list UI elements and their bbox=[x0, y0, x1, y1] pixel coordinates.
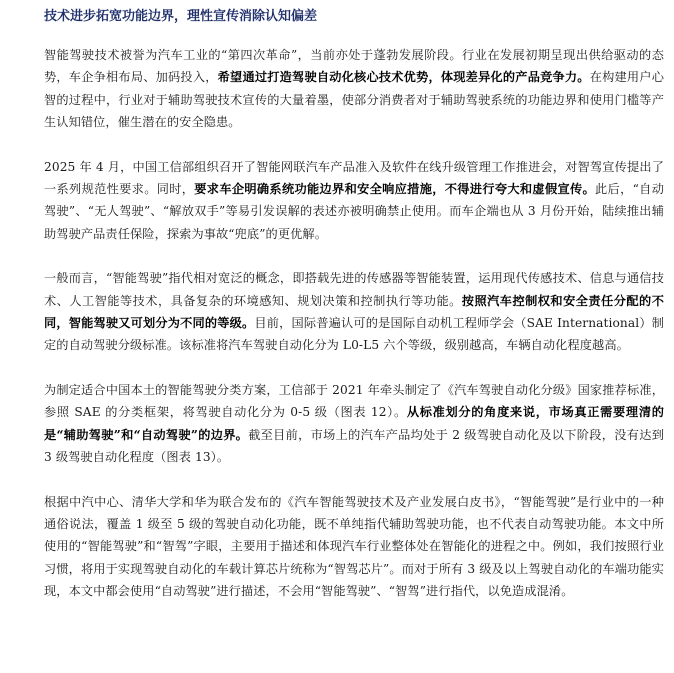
paragraph-1-run-3: 在构建用户心智的过程中，行业对于辅助驾驶技术宣传的大量着墨，使部分消费者对于辅助驾驶系统的功能边界和使用门槛等产生认知错位，催生潜在的安全隐患。 bbox=[44, 70, 665, 130]
paragraph-1 bbox=[44, 44, 664, 134]
paragraph-2 bbox=[44, 156, 664, 246]
paragraph-3-run-1: 一般而言，“智能驾驶”指代相对宽泛的概念，即搭载先进的传感器等智能装置，运用现代传感技术、信息与通信技术、人工智能等技术，具备复杂的环境感知、规划决策和控制执行等功能。 bbox=[44, 271, 664, 308]
paragraph-2-run-2: 要求车企明确系统功能边界和安全响应措施，不得进行夸大和虚假宣传。 bbox=[194, 182, 596, 197]
paragraph-5-run-1: 根据中汽中心、清华大学和华为联合发布的《汽车智能驾驶技术及产业发展白皮书》，“智能驾驶”是行业中的一种通俗说法，覆盖 1 级至 5 级的驾驶自动化功能，既不单纯指代辅助驾驶功能，也不代表自动驾驶功能。本文中所使用的“智能驾驶”和“智驾”字眼，主要用于描述和体现汽车行业整体处在智能化的进程之中。例如，我们按照行业习惯，将用于实现驾驶自动化的车载计算芯片统称为“智驾芯片”。而对于所有 3 级及以上驾驶自动化的车端功能实现，本文中都会使用“自动驾驶”进行描述，不会用“智能驾驶”、“智驾”进行指代，以免造成混淆。 bbox=[44, 494, 664, 599]
paragraph-1-run-2: 希望通过打造驾驶自动化核心技术优势，体现差异化的产品竞争力。 bbox=[217, 70, 590, 85]
paragraph-3-run-3: 目前，国际普遍认可的是国际自动机工程师学会（SAE International）制定的自动驾驶分级标准。该标准将汽车驾驶自动化分为 L0-L5 六个等级，级别越高，车辆自动化程度越高。 bbox=[44, 316, 665, 353]
paragraph-3 bbox=[44, 267, 664, 357]
paragraph-2-run-1: 2025 年 4 月，中国工信部组织召开了智能网联汽车产品准入及软件在线升级管理工作推进会，对智驾宣传提出了一系列规范性要求。同时， bbox=[44, 159, 664, 197]
paragraph-2-run-3: 此后，“自动驾驶”、“无人驾驶”、“解放双手”等易引发误解的表述亦被明确禁止使用。而车企端也从 3 月份开始，陆续推出辅助驾驶产品责任保险，探索为事故“兜底”的更优解。 bbox=[44, 182, 664, 241]
paragraph-3-run-2: 按照汽车控制权和安全责任分配的不同，智能驾驶又可划分为不同的等级。 bbox=[44, 293, 664, 331]
paragraph-1-run-1: 智能驾驶技术被誉为汽车工业的“第四次革命”，当前亦处于蓬勃发展阶段。行业在发展初期呈现出供给驱动的态势，车企争相布局、加码投入， bbox=[44, 48, 664, 85]
paragraph-4-run-2: 从标准划分的角度来说，市场真正需要理清的是“辅助驾驶”和“自动驾驶”的边界。 bbox=[44, 405, 664, 442]
section-heading: 技术进步拓宽功能边界，理性宣传消除认知偏差 bbox=[44, 9, 318, 24]
paragraph-4-run-3: 截至目前，市场上的汽车产品均处于 2 级驾驶自动化及以下阶段，没有达到 3 级驾驶自动化程度（图表 13）。 bbox=[44, 427, 664, 465]
paragraph-5 bbox=[44, 491, 664, 603]
paragraph-4 bbox=[44, 379, 664, 469]
paragraph-4-run-1: 为制定适合中国本土的智能驾驶分类方案，工信部于 2021 年牵头制定了《汽车驾驶自动化分级》国家推荐标准，参照 SAE 的分类框架，将驾驶自动化分为 0-5 级（图表 12）。 bbox=[44, 382, 664, 420]
